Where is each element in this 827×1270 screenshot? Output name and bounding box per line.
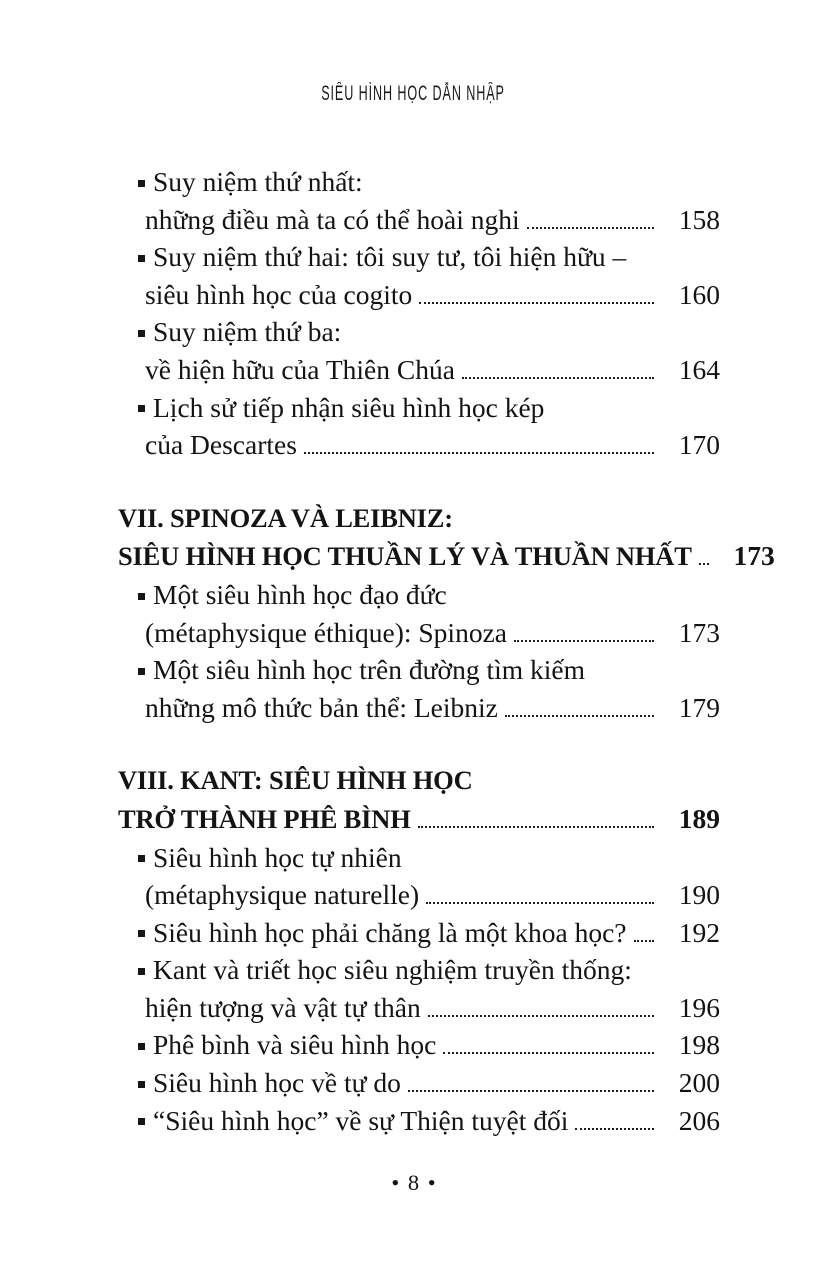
toc-item-continuation: [118, 989, 720, 1027]
dot-leader: [527, 227, 654, 229]
toc-heading-line: [118, 500, 720, 538]
toc-item-continuation: [118, 689, 720, 727]
entry-text: hiện tượng và vật tự thân: [145, 991, 421, 1023]
entry-text: (métaphysique éthique): Spinoza: [145, 616, 507, 648]
page-number: 164: [678, 353, 720, 385]
dot-leader: [304, 452, 654, 454]
table-of-contents: [118, 163, 775, 1139]
bullet-icon: [138, 330, 145, 337]
dot-leader: [408, 1090, 654, 1092]
dot-leader: [443, 1052, 654, 1054]
page-number: 173: [678, 616, 720, 648]
entry-text: SIÊU HÌNH HỌC THUẦN LÝ VÀ THUẦN NHẤT: [118, 541, 692, 572]
toc-item-continuation: [118, 276, 720, 314]
bullet-icon: [138, 930, 145, 937]
page-number: 198: [678, 1029, 720, 1061]
page-number: 192: [678, 916, 720, 948]
entry-text: VII. SPINOZA VÀ LEIBNIZ:: [118, 502, 453, 533]
entry-text: những điều mà ta có thể hoài nghi: [145, 203, 520, 235]
bullet-icon: [138, 405, 145, 412]
page-number: 158: [678, 203, 720, 235]
entry-text: Kant và triết học siêu nghiệm truyền thống:: [153, 954, 632, 986]
page-number: 206: [678, 1104, 720, 1136]
entry-text: Phê bình và siêu hình học: [153, 1029, 437, 1061]
toc-item-line: [118, 1026, 720, 1064]
entry-text: Siêu hình học tự nhiên: [153, 841, 402, 873]
toc-item-line: [118, 238, 720, 276]
toc-heading-line: [118, 762, 720, 800]
dot-leader: [418, 826, 654, 828]
page-number: 189: [678, 802, 720, 834]
entry-text: Suy niệm thứ nhất:: [153, 166, 363, 197]
page-number: 190: [678, 879, 720, 911]
toc-item-line: [118, 951, 720, 989]
toc-section: [118, 163, 720, 464]
toc-item-line: [118, 651, 720, 689]
toc-item-line: [118, 1102, 720, 1140]
dot-leader: [634, 940, 655, 942]
toc-item-line: [118, 914, 720, 952]
bullet-icon: [138, 1043, 145, 1050]
toc-section: [118, 500, 775, 727]
entry-text: của Descartes: [145, 429, 297, 461]
dot-leader: [419, 302, 654, 304]
toc-item-line: [118, 839, 720, 877]
page-number: 170: [678, 429, 720, 461]
dot-leader: [428, 1015, 654, 1017]
page-number: 160: [678, 278, 720, 310]
entry-text: Siêu hình học phải chăng là một khoa học?: [153, 916, 627, 948]
entry-text: những mô thức bản thể: Leibniz: [145, 691, 498, 723]
entry-text: về hiện hữu của Thiên Chúa: [145, 353, 455, 385]
bullet-icon: [138, 255, 145, 262]
entry-text: (métaphysique naturelle): [145, 879, 420, 911]
toc-heading-line: [118, 537, 775, 576]
entry-text: Lịch sử tiếp nhận siêu hình học kép: [153, 391, 545, 423]
running-header: [0, 82, 827, 106]
entry-text: “Siêu hình học” về sự Thiện tuyệt đối: [153, 1104, 569, 1136]
toc-item-continuation: [118, 351, 720, 389]
bullet-icon: [138, 1081, 145, 1088]
bullet-icon: [138, 968, 145, 975]
toc-item-line: [118, 1064, 720, 1102]
entry-text: Siêu hình học về tự do: [153, 1067, 401, 1099]
page-number-footer: • 8 •: [391, 1170, 436, 1195]
entry-text: Suy niệm thứ hai: tôi suy tư, tôi hiện hữu –: [153, 241, 627, 273]
dot-leader: [514, 640, 654, 642]
page-number: 179: [678, 691, 720, 723]
bullet-icon: [138, 180, 145, 187]
entry-text: Một siêu hình học trên đường tìm kiếm: [153, 654, 585, 686]
page-number: 196: [678, 991, 720, 1023]
entry-text: VIII. KANT: SIÊU HÌNH HỌC: [118, 765, 473, 796]
entry-text: TRỞ THÀNH PHÊ BÌNH: [118, 803, 411, 834]
bullet-icon: [138, 1118, 145, 1125]
toc-item-line: [118, 576, 720, 614]
dot-leader: [462, 377, 654, 379]
toc-heading-line: [118, 800, 720, 839]
bullet-icon: [138, 593, 145, 600]
dot-leader: [699, 563, 709, 565]
entry-text: Một siêu hình học đạo đức: [153, 578, 447, 610]
dot-leader: [575, 1128, 654, 1130]
dot-leader: [426, 902, 654, 904]
toc-item-continuation: [118, 614, 720, 652]
entry-text: Suy niệm thứ ba:: [153, 316, 342, 348]
dot-leader: [505, 715, 654, 717]
running-header-title: SIÊU HÌNH HỌC DẪN NHẬP: [321, 82, 506, 105]
page-number: 173: [733, 540, 775, 572]
bullet-icon: [138, 855, 145, 862]
toc-item-continuation: [118, 426, 720, 464]
bullet-icon: [138, 668, 145, 675]
entry-text: siêu hình học của cogito: [145, 278, 413, 310]
toc-item-continuation: [118, 876, 720, 914]
toc-item-line: [118, 389, 720, 427]
toc-item-line: [118, 313, 720, 351]
toc-section: [118, 762, 720, 1139]
toc-item-line: [118, 163, 720, 201]
toc-item-continuation: [118, 201, 720, 239]
page-number: 200: [678, 1067, 720, 1099]
